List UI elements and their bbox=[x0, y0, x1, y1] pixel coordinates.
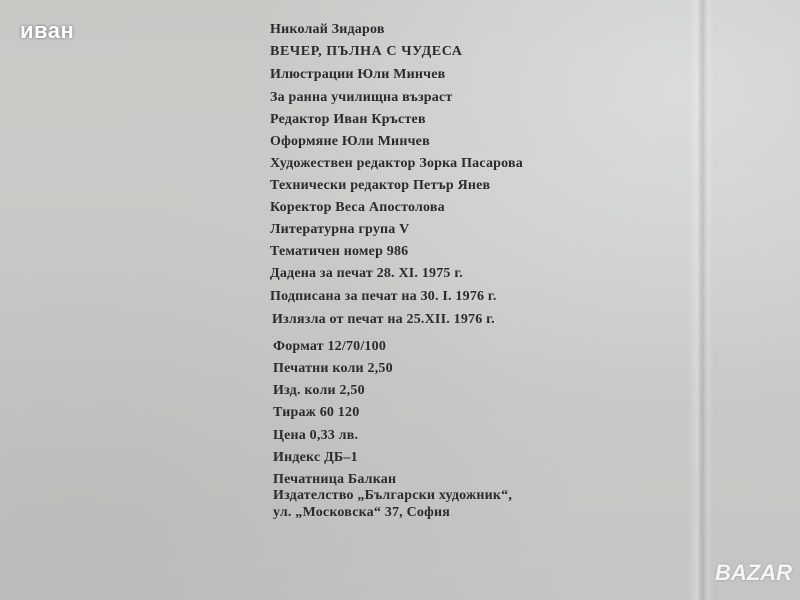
price-line: Цена 0,33 лв. bbox=[273, 428, 359, 443]
design-line: Оформяне Юли Минчев bbox=[270, 134, 430, 149]
index-line: Индекс ДБ–1 bbox=[273, 450, 358, 465]
thematic-number-line: Тематичен номер 986 bbox=[270, 244, 409, 259]
technical-editor-line: Технически редактор Петър Янев bbox=[270, 178, 491, 193]
printed-line: Излязла от печат на 25.XII. 1976 г. bbox=[272, 312, 495, 327]
art-editor-line: Художествен редактор Зорка Пасарова bbox=[270, 156, 523, 171]
format-line: Формат 12/70/100 bbox=[273, 339, 387, 354]
literary-group-line: Литературна група V bbox=[270, 222, 410, 237]
illustrator-line: Илюстрации Юли Минчев bbox=[270, 67, 446, 82]
publishing-sheets-line: Изд. коли 2,50 bbox=[273, 383, 365, 398]
editor-line: Редактор Иван Кръстев bbox=[270, 112, 426, 127]
print-run-line: Тираж 60 120 bbox=[273, 405, 360, 420]
site-watermark-logo: BAZAR bbox=[715, 560, 792, 585]
sent-to-print-line: Дадена за печат 28. XI. 1975 г. bbox=[270, 266, 463, 281]
author-name: Николай Зидаров bbox=[270, 22, 385, 37]
print-sheets-line: Печатни коли 2,50 bbox=[273, 361, 393, 376]
signed-for-print-line: Подписана за печат на 30. I. 1976 г. bbox=[270, 289, 497, 304]
age-group-line: За ранна училищна възраст bbox=[270, 90, 453, 105]
book-title: ВЕЧЕР, ПЪЛНА С ЧУДЕСА bbox=[270, 44, 463, 59]
address-line: ул. „Московска“ 37, София bbox=[273, 505, 451, 520]
seller-watermark: иван bbox=[20, 18, 75, 43]
proofreader-line: Коректор Веса Апостолова bbox=[270, 200, 445, 215]
publisher-line: Издателство „Български художник“, bbox=[273, 488, 513, 503]
printing-house-line: Печатница Балкан bbox=[273, 472, 397, 487]
page-fold-crease bbox=[688, 0, 714, 600]
